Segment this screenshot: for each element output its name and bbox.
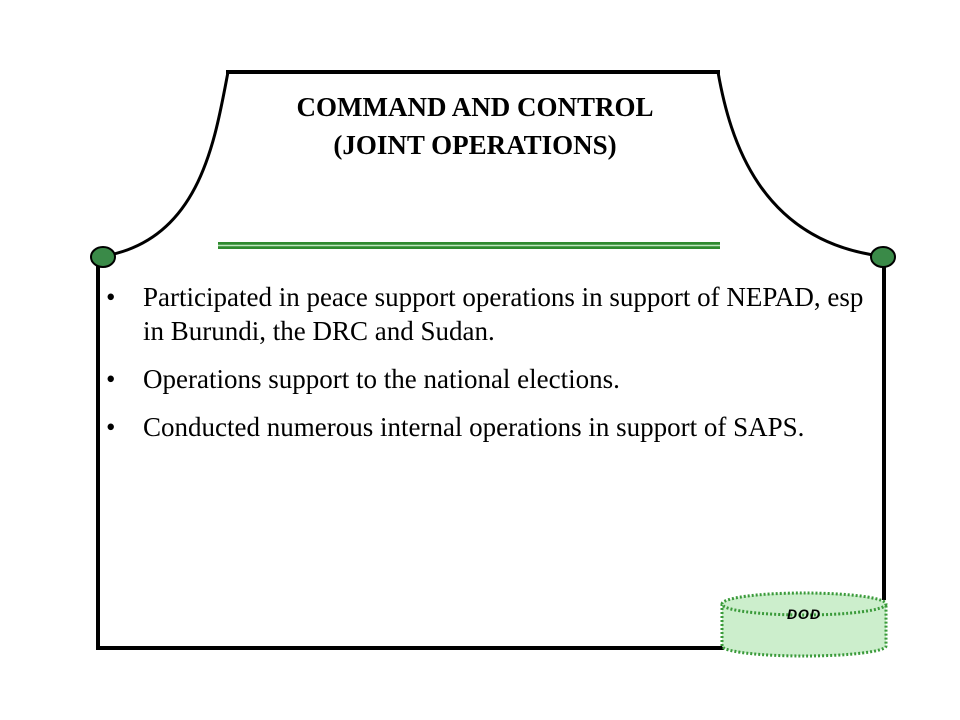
bullet-text: Participated in peace support operations in support of NEPAD, esp in Burundi, the DRC and Sudan. — [143, 282, 864, 346]
bullet-dot-icon: • — [106, 364, 116, 394]
dod-badge — [722, 593, 886, 656]
left-knob — [91, 247, 115, 267]
title-line-1: COMMAND AND CONTROL — [296, 92, 654, 122]
bullet-dot-icon: • — [106, 282, 116, 312]
bullet-text: Conducted numerous internal operations in support of SAPS. — [143, 412, 805, 442]
page-title — [230, 88, 720, 164]
bullet-item — [106, 362, 866, 396]
bullet-item — [106, 280, 866, 348]
dod-badge-label: DOD — [786, 606, 822, 622]
bullet-list — [106, 280, 866, 458]
bullet-dot-icon: • — [106, 412, 116, 442]
frame-left-curve — [104, 72, 228, 256]
title-line-2: (JOINT OPERATIONS) — [333, 130, 617, 160]
right-knob — [871, 247, 895, 267]
frame-right-curve — [718, 72, 880, 256]
bullet-item — [106, 410, 866, 444]
bullet-text: Operations support to the national elections. — [143, 364, 620, 394]
